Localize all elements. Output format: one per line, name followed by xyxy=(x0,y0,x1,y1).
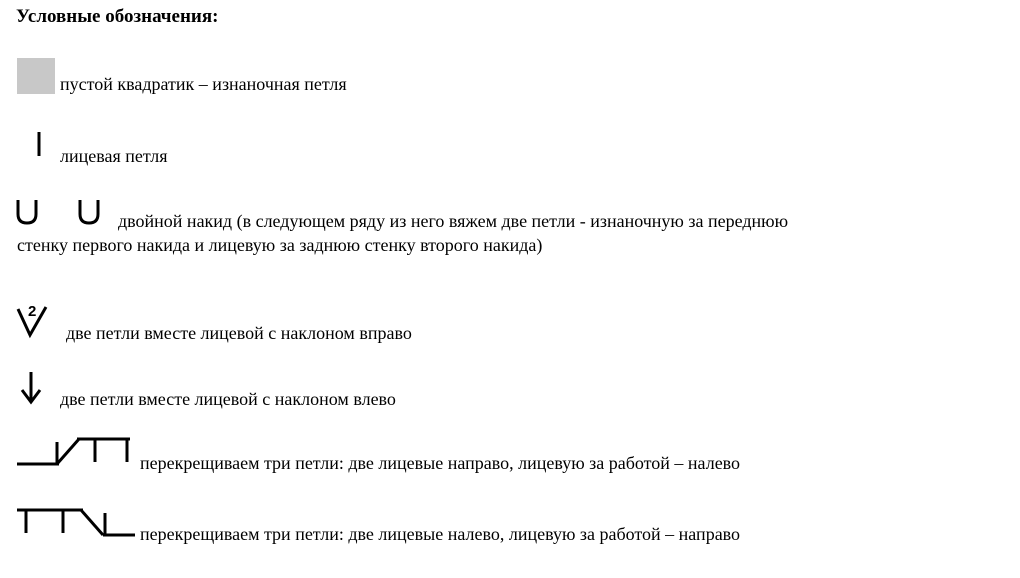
legend-item-text-line2: стенку первого накида и лицевую за заднюю стенку второго накида) xyxy=(17,235,543,255)
legend-item-text: две петли вместе лицевой с наклоном вправо xyxy=(66,323,412,343)
k2tog-left-arrow-icon xyxy=(20,372,44,406)
knit-vertical-line-icon xyxy=(36,132,44,158)
cross-three-left-icon xyxy=(17,508,137,538)
k2tog-right-label: 2 xyxy=(28,303,37,320)
legend-item-text-line1: двойной накид (в следующем ряду из него вяжем две петли - изнаночную за переднюю xyxy=(118,211,789,231)
legend-item-text: лицевая петля xyxy=(60,146,168,166)
cross-three-right-icon xyxy=(17,437,133,467)
legend-title: Условные обозначения: xyxy=(16,6,219,27)
legend-item-text: пустой квадратик – изнаночная петля xyxy=(60,74,347,94)
legend-item-text: перекрещиваем три петли: две лицевые налево, лицевую за работой – направо xyxy=(140,524,741,544)
k2tog-right-icon xyxy=(16,303,52,339)
legend-item-text: две петли вместе лицевой с наклоном влево xyxy=(60,389,396,409)
purl-empty-square-icon xyxy=(17,58,55,94)
legend-item-text: перекрещиваем три петли: две лицевые направо, лицевую за работой – налево xyxy=(140,453,741,473)
double-yarn-over-icon xyxy=(16,198,106,226)
